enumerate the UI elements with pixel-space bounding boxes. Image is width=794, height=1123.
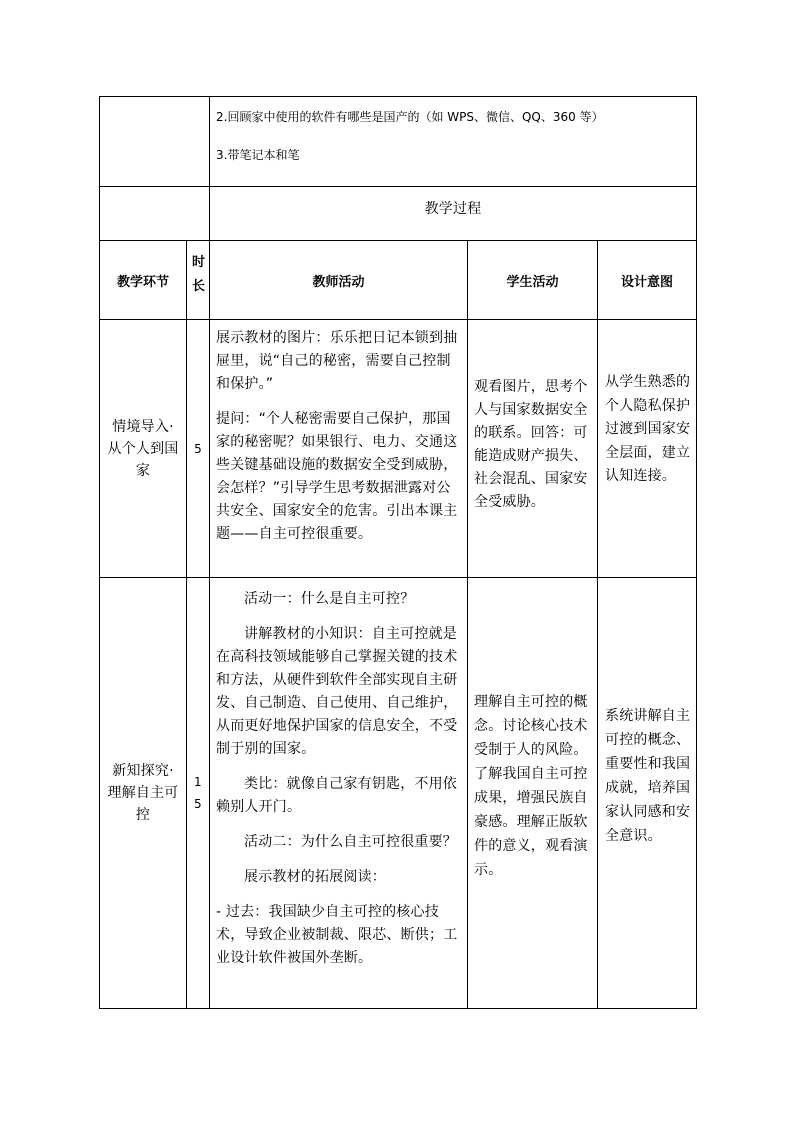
- row1-design: 从学生熟悉的个人隐私保护过渡到国家安全层面，建立认知连接。: [605, 374, 691, 484]
- row1-stage-text: 情境导入·从个人到国家: [107, 418, 179, 479]
- header-design-label: 设计意图: [620, 274, 673, 290]
- row2-stage-text: 新知探究·理解自主可控: [107, 763, 179, 823]
- row1-teacher-p2: 提问：“个人秘密需要自己保护，那国家的秘密呢？如果银行、电力、交通这些关键基础设施的数据安全受到威胁，会怎样？”引导学生思考数据泄露对公共安全、国家安全的危害。引出本课主题——自主可控很重要。: [216, 411, 458, 542]
- row2-teacher-p2: 讲解教材的小知识：自主可控就是在高科技领域能够自己掌握关键的技术和方法，从硬件到软件全部实现自主研发、自己制造、自己使用、自己维护，从而更好地保护国家的信息安全，不受制于别的国家。: [216, 626, 458, 757]
- row2-teacher: [216, 588, 464, 970]
- header-student: [468, 241, 597, 319]
- prep-item-2: 2.回顾家中使用的软件有哪些是国产的（如 WPS、微信、QQ、360 等）: [216, 110, 604, 124]
- process-title: 教学过程: [424, 201, 482, 217]
- table-border: [99, 186, 697, 187]
- row2-stage: [102, 578, 184, 1008]
- row1-teacher-p1: 展示教材的图片：乐乐把日记本锁到抽屉里，说“自己的秘密，需要自己控制和保护。”: [216, 330, 458, 392]
- row2-teacher-p6: - 过去：我国缺少自主可控的核心技术，导致企业被制裁、限芯、断供；工业设计软件被国外垄断。: [216, 904, 458, 966]
- table-border: [99, 1008, 697, 1009]
- row1-student: 观看图片，思考个人与国家数据安全的联系。回答：可能造成财产损失、社会混乱、国家安全受威胁。: [474, 379, 588, 510]
- row2-teacher-p3: 类比：就像自己家有钥匙，不用依赖别人开门。: [216, 776, 457, 815]
- header-teacher-label: 教师活动: [312, 274, 365, 290]
- row2-design: 系统讲解自主可控的概念、重要性和我国成就，培养国家认同感和安全意识。: [605, 708, 691, 844]
- header-stage: [100, 241, 186, 319]
- header-student-label: 学生活动: [506, 274, 559, 290]
- header-time-label: 时长: [192, 255, 206, 294]
- row1-time-text: 5: [194, 441, 202, 456]
- header-time: [187, 241, 209, 319]
- header-teacher: [210, 241, 467, 319]
- row1-stage: [102, 320, 184, 577]
- table-border: [99, 96, 697, 97]
- header-design: [598, 241, 696, 319]
- row1-time: [187, 320, 209, 577]
- row2-teacher-p1: 活动一：什么是自主可控？: [244, 591, 415, 607]
- table-border: [99, 96, 100, 1009]
- prep-item-3: 3.带笔记本和笔: [216, 148, 300, 162]
- row2-teacher-p4: 活动二：为什么自主可控很重要？: [244, 834, 457, 850]
- row1-teacher: [216, 327, 464, 546]
- row2-student: 理解自主可控的概念。讨论核心技术受制于人的风险。了解我国自主可控成果，增强民族自豪感。理解正版软件的意义，观看演示。: [474, 694, 588, 878]
- row2-time: [187, 578, 209, 1008]
- table-border: [467, 240, 468, 1009]
- header-stage-label: 教学环节: [116, 274, 169, 290]
- table-border: [696, 96, 697, 1009]
- row2-teacher-p5: 展示教材的拓展阅读：: [244, 869, 386, 885]
- table-border: [597, 240, 598, 1009]
- table-border: [209, 96, 210, 1009]
- row2-time-text: 15: [194, 775, 202, 811]
